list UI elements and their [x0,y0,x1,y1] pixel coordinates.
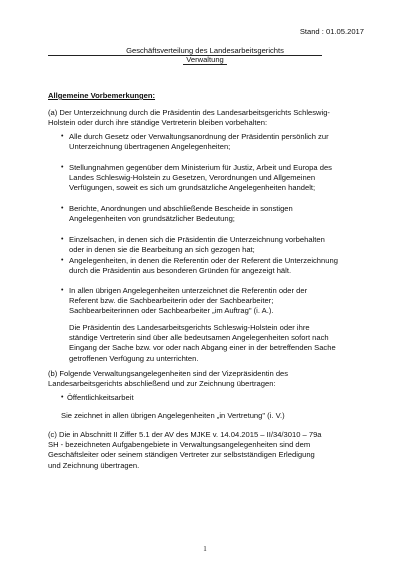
bullet-item: Berichte, Anordnungen und abschließende Bescheide in sonstigen Angelegenheiten von grundsätzlicher Bedeutung; [69,204,293,224]
bullet-icon: • [61,164,64,171]
paragraph-b-note: Sie zeichnet in allen übrigen Angelegenheiten „in Vertretung" (i. V.) [61,411,285,420]
bullet-icon: • [61,394,64,401]
bullet-icon: • [61,287,64,294]
page-number: 1 [203,545,207,553]
bullet-item: Öffentlichkeitsarbeit [67,393,134,402]
document-title: Geschäftsverteilung des Landesarbeitsgerichts [126,46,284,55]
document-subtitle: Verwaltung [186,55,224,64]
paragraph-b-intro: (b) Folgende Verwaltungsangelegenheiten sind der Vizepräsidentin des Landesarbeitsgerichts abschließend und zur Zeichnung übertragen: [48,369,289,389]
status-date: Stand : 01.05.2017 [299,27,364,36]
bullet-item: In allen übrigen Angelegenheiten unterzeichnet die Referentin oder der Referent bzw. die Sachbearbeiterin oder der Sachbearbeiter; Sachbearbeiterinnen oder Sachbearbeiter „im Auftrag" (i. A.). [69,286,308,316]
paragraph-a-note: Die Präsidentin des Landesarbeitsgerichts Schleswig-Holstein oder ihre ständige Vertreterin sind über alle bedeutsamen Angelegenheiten sofort nach Eingang der Sache bzw. vor oder nach Abgang einer in der betreffenden Sache getroffenen Verfügung zu unterrichten. [69,323,336,363]
bullet-icon: • [61,236,64,243]
bullet-icon: • [61,205,64,212]
bullet-icon: • [61,133,64,140]
subtitle-underline [183,64,227,65]
bullet-item: Angelegenheiten, in denen die Referentin oder der Referent die Unterzeichnung durch die Präsidentin aus besonderen Gründen für angezeigt hält. [69,256,338,276]
section-heading: Allgemeine Vorbemerkungen: [48,91,156,100]
bullet-item: Einzelsachen, in denen sich die Präsidentin die Unterzeichnung vorbehalten oder in denen sie die Bearbeitung an sich gezogen hat; [69,235,325,255]
paragraph-a-intro: (a) Der Unterzeichnung durch die Präsidentin des Landesarbeitsgerichts Schleswig- Holstein oder durch ihre ständige Vertreterin bleiben vorbehalten: [48,108,330,128]
bullet-icon: • [61,257,64,264]
bullet-item: Alle durch Gesetz oder Verwaltungsanordnung der Präsidentin persönlich zur Unterzeichnung übertragenen Angelegenheiten; [69,132,329,152]
bullet-item: Stellungnahmen gegenüber dem Ministerium für Justiz, Arbeit und Europa des Landes Schleswig-Holstein zu Gesetzen, Verordnungen und Allgemeinen Verfügungen, soweit es sich um grundsätzliche Angelegenheiten handelt; [69,163,332,193]
paragraph-c: (c) Die in Abschnitt II Ziffer 5.1 der AV des MJKE v. 14.04.2015 – II/34/3010 – 79a SH - bezeichneten Aufgabengebiete in Verwaltungsangelegenheiten sind dem Geschäftsleiter oder seinem ständigen Vertreter zur selbstständigen Erledigung und Zeichnung übertragen. [48,430,322,470]
